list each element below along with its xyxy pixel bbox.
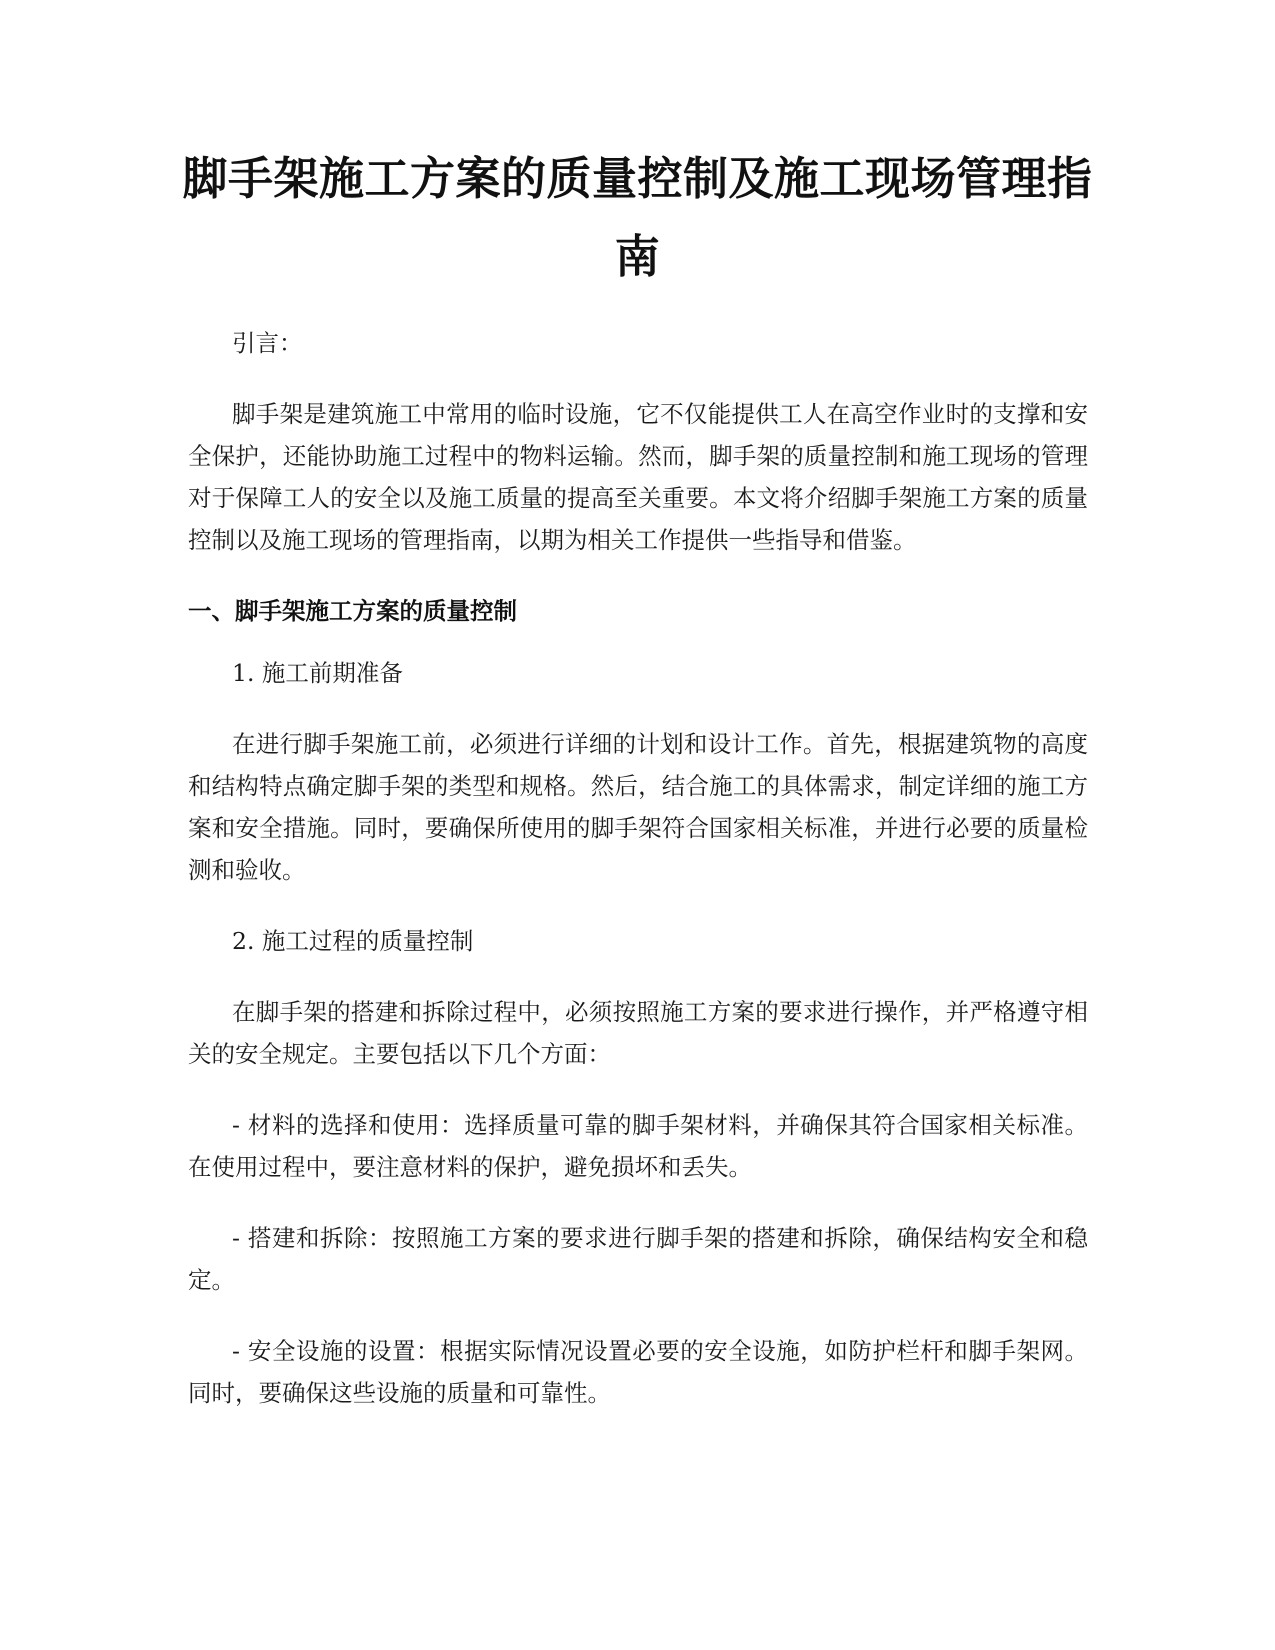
- section-heading: 一、脚手架施工方案的质量控制: [188, 597, 517, 625]
- intro-paragraph: 脚手架是建筑施工中常用的临时设施，它不仅能提供工人在高空作业时的支撑和安全保护，还能协助施工过程中的物料运输。然而，脚手架的质量控制和施工现场的管理对于保障工人的安全以及施工质量的提高至关重要。本文将介绍脚手架施工方案的质量控制以及施工现场的管理指南，以期为相关工作提供一些指导和借鉴。: [188, 400, 1088, 554]
- list-item: - 安全设施的设置：根据实际情况设置必要的安全设施，如防护栏杆和脚手架网。同时，要确保这些设施的质量和可靠性。: [188, 1337, 1088, 1407]
- document-title: 脚手架施工方案的质量控制及施工现场管理指南: [182, 152, 1093, 283]
- intro-label: 引言：: [232, 329, 303, 357]
- list-item: - 搭建和拆除：按照施工方案的要求进行脚手架的搭建和拆除，确保结构安全和稳定。: [188, 1224, 1088, 1294]
- document-body: [188, 322, 1088, 1443]
- body-paragraph: 在脚手架的搭建和拆除过程中，必须按照施工方案的要求进行操作，并严格遵守相关的安全规定。主要包括以下几个方面：: [188, 998, 1088, 1068]
- subsection-title: 2. 施工过程的质量控制: [232, 927, 474, 955]
- subsection-title: 1. 施工前期准备: [232, 659, 403, 687]
- body-paragraph: 在进行脚手架施工前，必须进行详细的计划和设计工作。首先，根据建筑物的高度和结构特点确定脚手架的类型和规格。然后，结合施工的具体需求，制定详细的施工方案和安全措施。同时，要确保所使用的脚手架符合国家相关标准，并进行必要的质量检测和验收。: [188, 730, 1088, 884]
- list-item: - 材料的选择和使用：选择质量可靠的脚手架材料，并确保其符合国家相关标准。在使用过程中，要注意材料的保护，避免损坏和丢失。: [188, 1111, 1088, 1181]
